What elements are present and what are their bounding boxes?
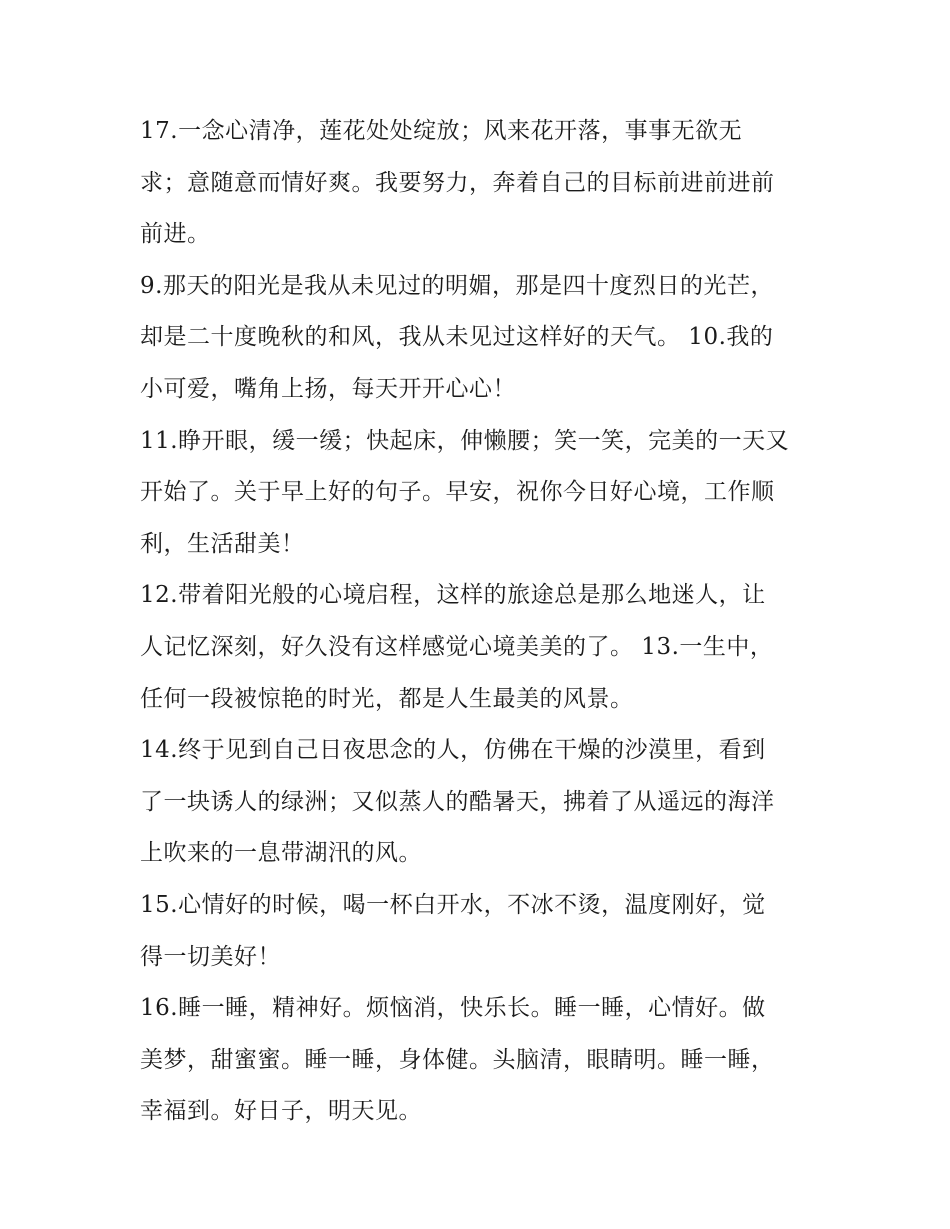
text-line: 幸福到。好日子，明天见。: [140, 1098, 422, 1125]
text-line: 15.心情好的时候，喝一杯白开水，不冰不烫，温度刚好，觉: [140, 891, 766, 918]
text-line: 利，生活甜美！: [140, 530, 305, 557]
text-line: 却是二十度晚秋的和风，我从未见过这样好的天气。 10.我的: [140, 324, 774, 351]
text-line: 前进。: [140, 221, 211, 248]
text-line: 得一切美好！: [140, 943, 281, 970]
text-line: 12.带着阳光般的心境启程，这样的旅途总是那么地迷人，让: [140, 582, 766, 609]
text-line: 小可爱，嘴角上扬，每天开开心心！: [140, 375, 516, 402]
text-line: 任何一段被惊艳的时光，都是人生最美的风景。: [140, 685, 634, 712]
text-line: 美梦，甜蜜蜜。睡一睡，身体健。头脑清，眼睛明。睡一睡，: [140, 1046, 775, 1073]
text-line: 求；意随意而情好爽。我要努力，奔着自己的目标前进前进前: [140, 169, 775, 196]
text-line: 上吹来的一息带湖汛的风。: [140, 840, 422, 867]
body-text: [140, 106, 820, 1138]
text-line: 17.一念心清净，莲花处处绽放；风来花开落，事事无欲无: [140, 118, 743, 144]
text-line: 11.睁开眼，缓一缓；快起床，伸懒腰；笑一笑，完美的一天又: [140, 427, 790, 454]
text-line: 16.睡一睡，精神好。烦恼消，快乐长。睡一睡，心情好。做: [140, 995, 766, 1022]
text-line: 开始了。关于早上好的句子。早安，祝你今日好心境，工作顺: [140, 479, 775, 506]
text-line: 了一块诱人的绿洲；又似蒸人的酷暑天，拂着了从遥远的海洋: [140, 788, 775, 815]
text-line: 14.终于见到自己日夜思念的人，仿佛在干燥的沙漠里，看到: [140, 737, 766, 764]
text-line: 人记忆深刻，好久没有这样感觉心境美美的了。 13.一生中，: [140, 633, 774, 660]
text-line: 9.那天的阳光是我从未见过的明媚，那是四十度烈日的光芒，: [140, 272, 774, 299]
